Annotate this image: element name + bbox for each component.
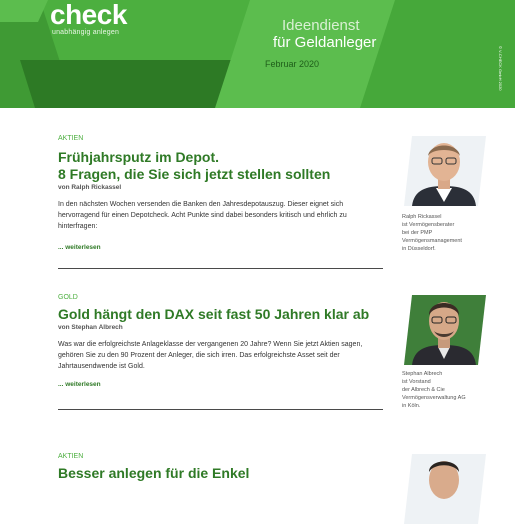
- caption-line: Vermögensverwaltung AG: [402, 395, 466, 401]
- header-copyright: © V-CHECK GmbH 2020: [498, 46, 503, 91]
- caption-line: in Düsseldorf.: [402, 246, 436, 252]
- article-category: AKTIEN: [58, 453, 84, 460]
- caption-line: der Albrech & Cie: [402, 387, 445, 393]
- article-1: [58, 135, 383, 254]
- article-3: [58, 453, 383, 482]
- article-title[interactable]: Gold hängt den DAX seit fast 50 Jahren klar ab: [58, 306, 370, 322]
- caption-line: in Köln.: [402, 403, 421, 409]
- caption-line: Vermögensmanagement: [402, 238, 462, 244]
- article-title[interactable]: Besser anlegen für die Enkel: [58, 465, 250, 481]
- logo[interactable]: check: [50, 0, 127, 30]
- read-more-link[interactable]: ... weiterlesen: [58, 244, 101, 251]
- caption-line: ist Vermögensberater: [402, 222, 455, 228]
- article-2: [58, 294, 383, 391]
- article-author: von Stephan Albrech: [58, 324, 123, 331]
- article-body: In den nächsten Wochen versenden die Banken den Jahresdepotauszug. Dieser eignet sich hervorragend für einen Depotcheck. Acht Punkte sind dabei besonders kritisch und ehrlich zu hinterfragen:: [58, 201, 347, 230]
- caption-line: Stephan Albrech: [402, 371, 443, 377]
- caption-line: ist Vorstand: [402, 379, 431, 385]
- divider: [58, 268, 383, 269]
- author-photo: [404, 136, 486, 206]
- article-title-line2: 8 Fragen, die Sie sich jetzt stellen sollten: [58, 166, 331, 182]
- author-caption: [402, 370, 497, 410]
- article-author: von Ralph Rickassel: [58, 184, 122, 191]
- article-body: Was war die erfolgreichste Anlageklasse der vergangenen 20 Jahre? Wenn Sie jetzt Aktien sagen, gehören Sie zu den 90 Prozent der Anleger, die sich irren. Das erfolgreichste Asset seit der Jahrtausendwende ist Gold.: [58, 341, 363, 370]
- divider: [58, 409, 383, 410]
- header-date: Februar 2020: [265, 59, 320, 69]
- article-category: AKTIEN: [58, 135, 84, 142]
- logo-tagline: unabhängig anlegen: [52, 29, 120, 36]
- header-title-line2: für Geldanleger: [273, 34, 377, 51]
- header-title-line1: Ideendienst: [282, 17, 360, 34]
- author-caption: [402, 213, 497, 253]
- author-photo: [404, 454, 486, 524]
- read-more-link[interactable]: ... weiterlesen: [58, 381, 101, 388]
- caption-line: bei der PMP: [402, 230, 433, 236]
- newsletter-header: [0, 0, 515, 108]
- article-title[interactable]: [58, 149, 383, 183]
- article-category: GOLD: [58, 294, 78, 301]
- author-photo: [404, 295, 486, 365]
- caption-line: Ralph Rickassel: [402, 214, 442, 220]
- article-title-line1: Frühjahrsputz im Depot.: [58, 149, 219, 165]
